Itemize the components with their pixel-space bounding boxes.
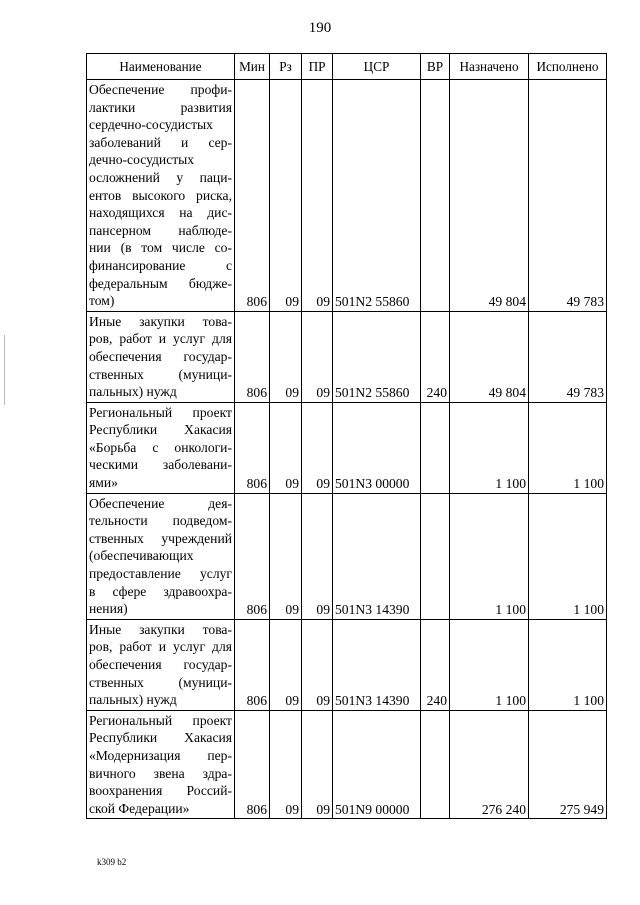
row-name [87,710,235,819]
cell-csr: 501N3 14390 [333,493,421,619]
cell-min: 806 [235,710,270,819]
cell-csr: 501N9 00000 [333,710,421,819]
cell-pr: 09 [302,710,333,819]
row-name-line: Иные закупки това- [89,313,232,329]
table-header-row [87,54,607,80]
cell-rz: 09 [270,311,302,402]
cell-assigned: 49 804 [450,80,529,312]
row-name [87,402,235,493]
cell-pr: 09 [302,311,333,402]
cell-executed: 1 100 [529,493,607,619]
row-name-line: (обеспечивающих [89,548,194,564]
row-name-line: в сфере здравоохра- [89,583,232,599]
row-name [87,493,235,619]
table-row [87,80,607,312]
row-name-line: пальных) нужд [89,384,177,400]
cell-min: 806 [235,619,270,710]
table-row [87,311,607,402]
row-name-line: финансирование с [89,257,232,273]
row-name-line: осложнений у паци- [89,169,232,185]
row-name-line: ственных (муници- [89,366,232,382]
scan-edge-mark [4,335,5,405]
row-name-line: предоставление услуг [89,566,232,582]
cell-vr [421,493,450,619]
cell-rz: 09 [270,619,302,710]
cell-vr [421,710,450,819]
cell-rz: 09 [270,493,302,619]
row-name-line: тельности подведом- [89,513,232,529]
row-name-line: Республики Хакасия [89,730,232,746]
row-name [87,311,235,402]
cell-csr: 501N3 00000 [333,402,421,493]
table-row [87,710,607,819]
cell-assigned: 1 100 [450,493,529,619]
cell-rz: 09 [270,402,302,493]
table-row [87,402,607,493]
row-name-line: ров, работ и услуг для [89,331,232,347]
row-name-line: обеспечения государ- [89,348,232,364]
row-name-line: ственных (муници- [89,674,232,690]
row-name-line: Обеспечение дея- [89,495,232,511]
cell-executed: 1 100 [529,619,607,710]
row-name-line: Обеспечение профи- [89,82,232,97]
row-name-line: лактики развития [89,99,232,115]
header-vr: ВР [421,54,450,80]
cell-executed: 275 949 [529,710,607,819]
row-name-line: воохранения Россий- [89,783,232,799]
cell-pr: 09 [302,493,333,619]
cell-pr: 09 [302,402,333,493]
header-name: Наименование [87,54,235,80]
row-name-line: нения) [89,601,128,617]
row-name-line: Иные закупки това- [89,621,232,637]
row-name-line: пальных) нужд [89,692,177,708]
row-name-line: пансерном наблюде- [89,222,232,238]
cell-pr: 09 [302,619,333,710]
row-name-line: том) [89,293,115,309]
row-name-line: федеральным бюдже- [89,275,232,291]
cell-min: 806 [235,311,270,402]
cell-csr: 501N3 14390 [333,619,421,710]
cell-rz: 09 [270,710,302,819]
cell-csr: 501N2 55860 [333,311,421,402]
cell-executed: 49 783 [529,311,607,402]
row-name-line: ческими заболевани- [89,457,232,473]
row-name-line: ров, работ и услуг для [89,639,232,655]
header-min: Мин [235,54,270,80]
cell-vr [421,402,450,493]
cell-rz: 09 [270,80,302,312]
header-executed: Исполнено [529,54,607,80]
row-name-line: Региональный проект [89,712,232,728]
row-name-line: ственных учреждений [89,530,232,546]
budget-table [86,53,607,819]
row-name-line: дечно-сосудистых [89,152,195,168]
table-row [87,493,607,619]
cell-vr [421,80,450,312]
page-number: 190 [308,20,332,36]
header-assigned: Назначено [450,54,529,80]
row-name-line: «Борьба с онкологи- [89,439,232,455]
row-name-line: нии (в том числе со- [89,240,232,256]
header-pr: ПР [302,54,333,80]
cell-assigned: 276 240 [450,710,529,819]
table-body [87,80,607,819]
cell-executed: 49 783 [529,80,607,312]
row-name [87,619,235,710]
cell-vr: 240 [421,619,450,710]
cell-vr: 240 [421,311,450,402]
row-name-line: Региональный проект [89,404,232,420]
row-name-line: ской Федерации» [89,800,190,816]
cell-min: 806 [235,402,270,493]
cell-assigned: 1 100 [450,402,529,493]
cell-executed: 1 100 [529,402,607,493]
cell-min: 806 [235,493,270,619]
cell-pr: 09 [302,80,333,312]
row-name-line: заболеваний и сер- [89,134,232,150]
header-rz: Рз [270,54,302,80]
header-csr: ЦСР [333,54,421,80]
row-name-line: сердечно-сосудистых [89,117,213,133]
cell-assigned: 49 804 [450,311,529,402]
table-row [87,619,607,710]
row-name-line: вичного звена здра- [89,765,232,781]
row-name-line: ентов высокого риска, [89,187,232,203]
cell-min: 806 [235,80,270,312]
row-name-line: ями» [89,475,118,491]
row-name-line: «Модернизация пер- [89,747,232,763]
cell-csr: 501N2 55860 [333,80,421,312]
footer-code: k309 b2 [97,857,127,867]
row-name-line: находящихся на дис- [89,205,232,221]
cell-assigned: 1 100 [450,619,529,710]
row-name [87,80,235,312]
row-name-line: Республики Хакасия [89,422,232,438]
row-name-line: обеспечения государ- [89,657,232,672]
